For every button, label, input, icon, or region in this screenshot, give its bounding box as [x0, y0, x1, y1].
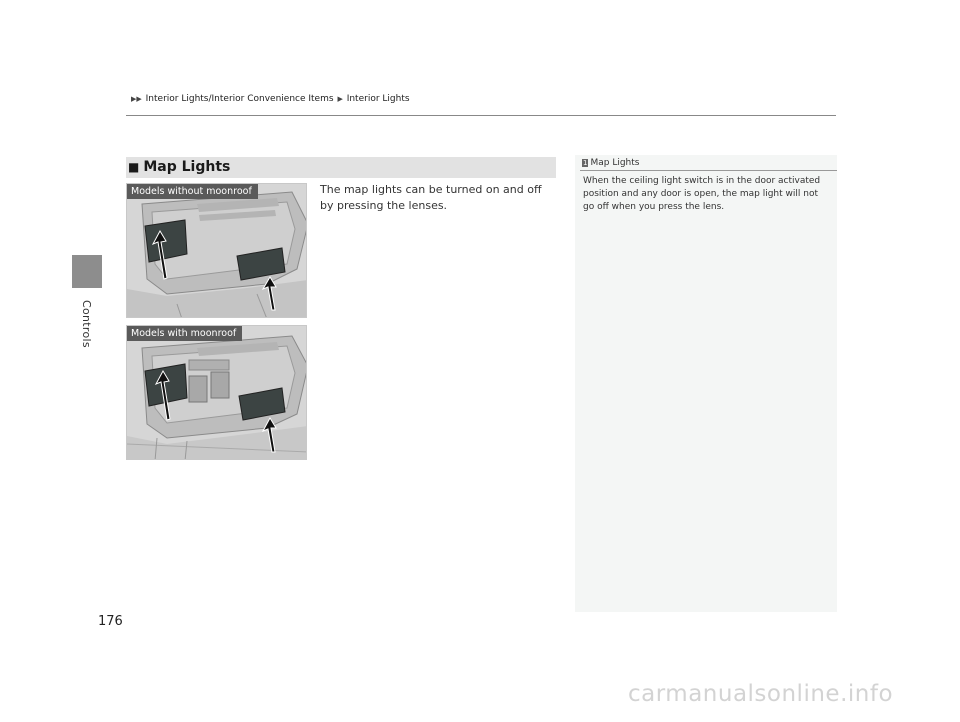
note-sidebar [575, 155, 837, 612]
note-title [582, 158, 639, 168]
breadcrumb [130, 94, 410, 104]
note-number-badge: 1 [583, 159, 588, 167]
double-arrow-icon: ▶▶ [131, 95, 142, 103]
figure-without-moonroof [126, 183, 307, 318]
overhead-console-illustration [127, 326, 307, 460]
note-divider [580, 170, 837, 171]
breadcrumb-item[interactable]: Interior Lights [346, 94, 410, 104]
note-text: When the ceiling light switch is in the door activated position and any door is open, the map light will not go off when you press the lens. [583, 176, 821, 212]
overhead-console-illustration [127, 184, 307, 318]
section-heading [126, 157, 556, 178]
header-divider [126, 115, 836, 116]
watermark: carmanualsonline.info [628, 681, 894, 707]
breadcrumb-item[interactable]: Interior Lights/Interior Convenience Items [145, 94, 334, 104]
side-tab-label: Controls [80, 300, 93, 348]
arrow-icon: ▶ [337, 95, 343, 103]
figure-with-moonroof [126, 325, 307, 460]
section-title: Map Lights [143, 159, 231, 175]
figure-label: Models with moonroof [127, 326, 242, 341]
note-title-text: Map Lights [590, 158, 640, 168]
side-tab-marker [72, 255, 102, 288]
figure-label: Models without moonroof [127, 184, 258, 199]
square-bullet-icon: ■ [128, 160, 140, 174]
body-paragraph: The map lights can be turned on and off by pressing the lenses. [320, 183, 542, 212]
page-number: 176 [98, 614, 123, 629]
